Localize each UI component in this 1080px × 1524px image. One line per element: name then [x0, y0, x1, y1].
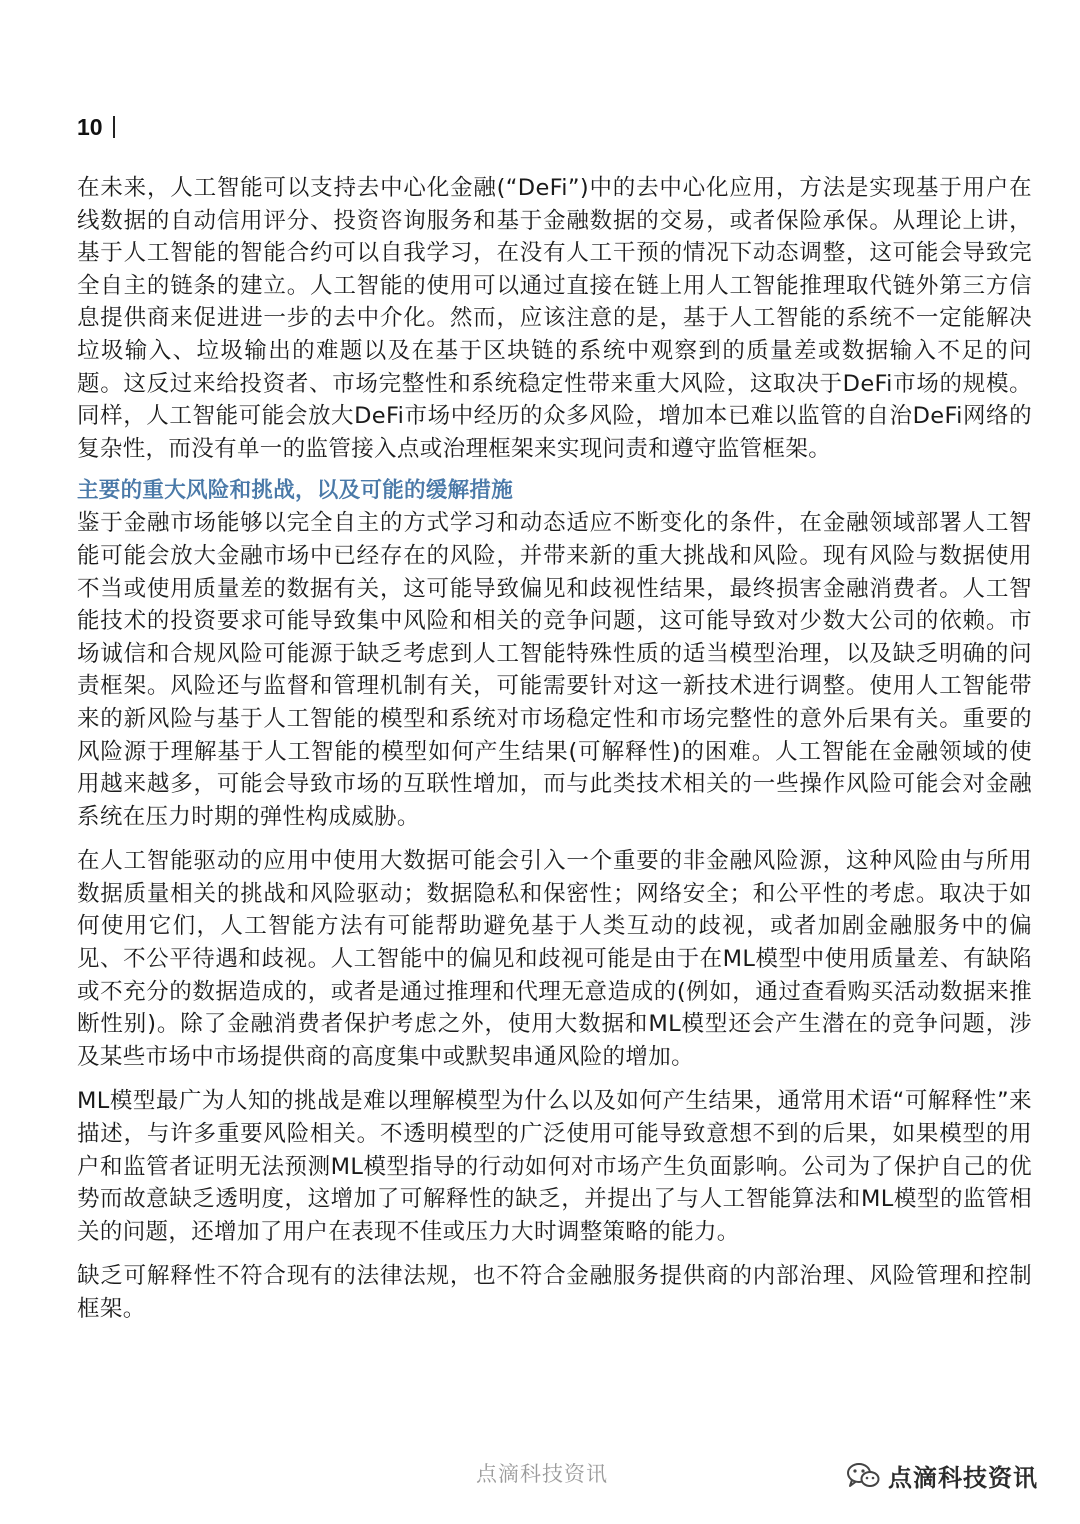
section-heading: 主要的重大风险和挑战，以及可能的缓解措施 [77, 478, 514, 504]
page-number-separator [113, 116, 115, 138]
paragraph-big-data: 在人工智能驱动的应用中使用大数据可能会引入一个重要的非金融风险源，这种风险由与所用数据质量相关的挑战和风险驱动；数据隐私和保密性；网络安全；和公平性的考虑。取决于如何使用它们，人工智能方法有可能帮助避免基于人类互动的歧视，或者加剧金融服务中的偏见、不公平待遇和歧视。人工智能中的偏见和歧视可能是由于在ML模型中使用质量差、有缺陷或不充分的数据造成的，或者是通过推理和代理无意造成的(例如，通过查看购买活动数据来推断性别)。除了金融消费者保护考虑之外，使用大数据和ML模型还会产生潜在的竞争问题，涉及某些市场中市场提供商的高度集中或默契串通风险的增加。 [77, 848, 1032, 1070]
page-number [77, 113, 115, 141]
page-number-value: 10 [77, 114, 103, 140]
document-body [77, 172, 1032, 1326]
footer-source: 点滴科技资讯 [476, 1462, 608, 1486]
wechat-icon [846, 1461, 880, 1491]
paragraph-compliance: 缺乏可解释性不符合现有的法律法规，也不符合金融服务提供商的内部治理、风险管理和控制框架。 [77, 1263, 1032, 1322]
watermark-text: 点滴科技资讯 [888, 1464, 1038, 1492]
paragraph-risks: 鉴于金融市场能够以完全自主的方式学习和动态适应不断变化的条件，在金融领域部署人工智能可能会放大金融市场中已经存在的风险，并带来新的重大挑战和风险。现有风险与数据使用不当或使用质量差的数据有关，这可能导致偏见和歧视性结果，最终损害金融消费者。人工智能技术的投资要求可能导致集中风险和相关的竞争问题，这可能导致对少数大公司的依赖。市场诚信和合规风险可能源于缺乏考虑到人工智能特殊性质的适当模型治理，以及缺乏明确的问责框架。风险还与监督和管理机制有关，可能需要针对这一新技术进行调整。使用人工智能带来的新风险与基于人工智能的模型和系统对市场稳定性和市场完整性的意外后果有关。重要的风险源于理解基于人工智能的模型如何产生结果(可解释性)的困难。人工智能在金融领域的使用越来越多，可能会导致市场的互联性增加，而与此类技术相关的一些操作风险可能会对金融系统在压力时期的弹性构成威胁。 [77, 510, 1032, 830]
paragraph-defi: 在未来，人工智能可以支持去中心化金融(“DeFi”)中的去中心化应用，方法是实现基于用户在线数据的自动信用评分、投资咨询服务和基于金融数据的交易，或者保险承保。从理论上讲，基于人工智能的智能合约可以自我学习，在没有人工干预的情况下动态调整，这可能会导致完全自主的链条的建立。人工智能的使用可以通过直接在链上用人工智能推理取代链外第三方信息提供商来促进进一步的去中介化。然而，应该注意的是，基于人工智能的系统不一定能解决垃圾输入、垃圾输出的难题以及在基于区块链的系统中观察到的质量差或数据输入不足的问题。这反过来给投资者、市场完整性和系统稳定性带来重大风险，这取决于DeFi市场的规模。同样，人工智能可能会放大DeFi市场中经历的众多风险，增加本已难以监管的自治DeFi网络的复杂性，而没有单一的监管接入点或治理框架来实现问责和遵守监管框架。 [77, 175, 1032, 462]
wechat-watermark [846, 1458, 1038, 1493]
paragraph-explainability: ML模型最广为人知的挑战是难以理解模型为什么以及如何产生结果，通常用术语“可解释性”来描述，与许多重要风险相关。不透明模型的广泛使用可能导致意想不到的后果，如果模型的用户和监管者证明无法预测ML模型指导的行动如何对市场产生负面影响。公司为了保护自己的优势而故意缺乏透明度，这增加了可解释性的缺乏，并提出了与人工智能算法和ML模型的监管相关的问题，还增加了用户在表现不佳或压力大时调整策略的能力。 [77, 1088, 1032, 1245]
